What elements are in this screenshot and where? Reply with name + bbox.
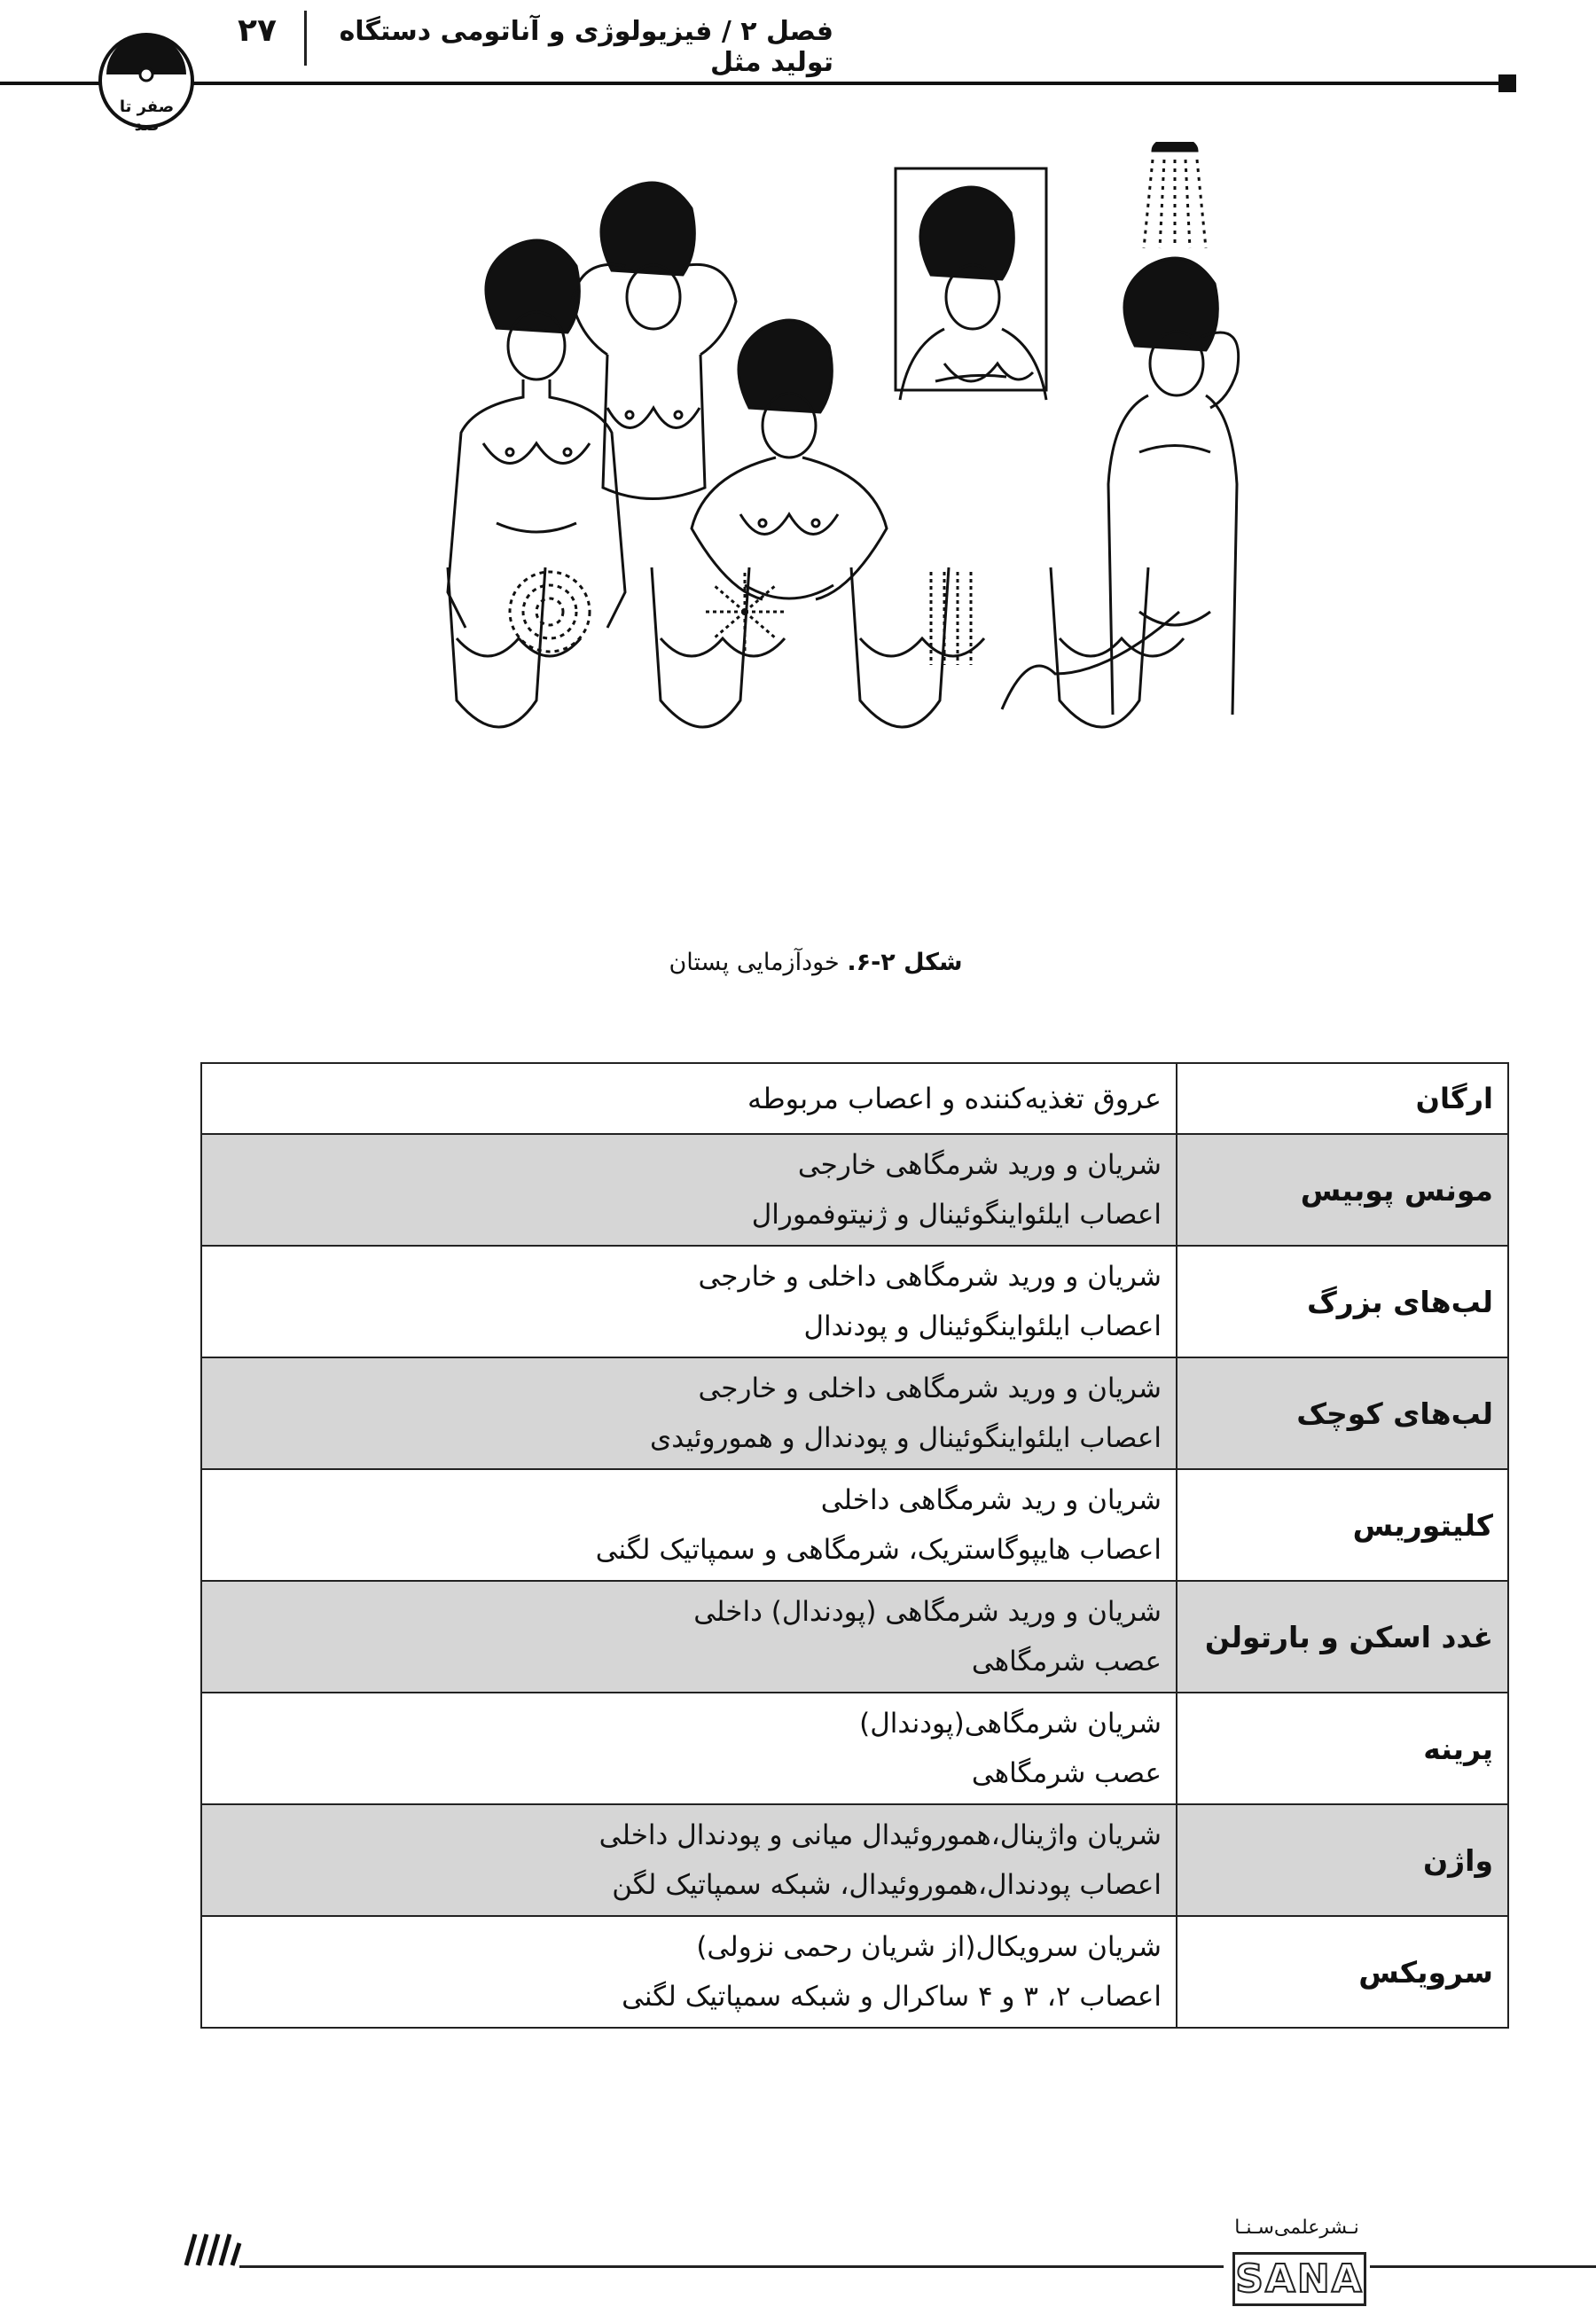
supply-line: شریان و ورید شرمگاهی (پودندال) داخلی [693, 1596, 1162, 1628]
supply-line: شریان واژینال،هموروئیدال میانی و پودندال داخلی [598, 1819, 1162, 1851]
page-header [0, 0, 1596, 135]
supply-line: شریان و ورید شرمگاهی داخلی و خارجی [698, 1261, 1162, 1293]
figure-hands-on-hips [692, 320, 887, 599]
supply-line: شریان و ورید شرمگاهی داخلی و خارجی [698, 1372, 1162, 1404]
figure-arms-raised [572, 183, 736, 498]
vascular-nerve-table [200, 1062, 1509, 2029]
organ-cell: کلیتوریس [1177, 1469, 1508, 1581]
supply-cell [201, 1246, 1177, 1357]
chapter-title: فصل ۲ / فیزیولوژی و آناتومی دستگاه تولید مثل [339, 16, 833, 78]
header-supply: عروق تغذیه‌کننده و اعصاب مربوطه [201, 1063, 1177, 1134]
organ-cell: واژن [1177, 1804, 1508, 1916]
figure-standing-arms-down [448, 240, 625, 628]
torso-vertical-pattern [851, 567, 984, 727]
header-rule-square [1498, 74, 1516, 92]
supply-cell [201, 1469, 1177, 1581]
caption-text: خودآزمایی پستان [669, 949, 848, 976]
table-row [201, 1357, 1508, 1469]
supply-cell [201, 1581, 1177, 1693]
table-row [201, 1246, 1508, 1357]
supply-line: شریان شرمگاهی(پودندال) [859, 1708, 1162, 1740]
figure-shower-exam [1108, 142, 1239, 715]
breast-self-exam-illustration [412, 142, 1299, 922]
supply-line: اعصاب ۲، ۳ و ۴ ساکرال و شبکه سمپاتیک لگنی [622, 1981, 1162, 2013]
publisher-logo [1224, 2217, 1370, 2305]
organ-cell: مونس پوبیس [1177, 1134, 1508, 1246]
supply-line: عصب شرمگاهی [971, 1646, 1162, 1677]
figure-mirror-exam [896, 168, 1046, 400]
organ-cell: سرویکس [1177, 1916, 1508, 2028]
supply-line: اعصاب پودندال،هموروئیدال، شبکه سمپاتیک لگن [612, 1869, 1162, 1901]
publisher-text: نـشرعلمی‌سـنـا [1234, 2217, 1359, 2239]
organ-cell: لب‌های بزرگ [1177, 1246, 1508, 1357]
header-organ: ارگان [1177, 1063, 1508, 1134]
supply-line: شریان سرویکال(از شریان رحمی نزولی) [696, 1931, 1162, 1963]
torso-radial-pattern [652, 567, 785, 727]
page-number: ۲۷ [238, 12, 277, 49]
footer-rule [239, 2265, 1224, 2268]
table-row [201, 1469, 1508, 1581]
supply-line: اعصاب ایلئواینگوئینال و پودندال [803, 1310, 1162, 1342]
organ-cell: پرینه [1177, 1693, 1508, 1804]
table-row [201, 1134, 1508, 1246]
organ-cell: غدد اسکن و بارتولن [1177, 1581, 1508, 1693]
table-row [201, 1804, 1508, 1916]
organ-cell: لب‌های کوچک [1177, 1357, 1508, 1469]
supply-cell [201, 1134, 1177, 1246]
supply-line: شریان و ورید شرمگاهی خارجی [797, 1149, 1162, 1181]
footer-rule-right [1370, 2265, 1596, 2268]
supply-cell [201, 1804, 1177, 1916]
header-divider [304, 11, 307, 66]
table-header-row [201, 1063, 1508, 1134]
table-row [201, 1693, 1508, 1804]
supply-line: عصب شرمگاهی [971, 1757, 1162, 1789]
supply-cell [201, 1693, 1177, 1804]
caption-label: شکل ۲-۶. [847, 949, 963, 976]
supply-cell [201, 1916, 1177, 2028]
table-row [201, 1916, 1508, 2028]
supply-line: اعصاب ایلئواینگوئینال و پودندال و هموروئیدی [650, 1422, 1162, 1454]
header-rule [0, 82, 1507, 85]
supply-line: اعصاب ایلئواینگوئینال و ژنیتوفمورال [751, 1199, 1162, 1231]
torso-circular-pattern [448, 567, 590, 727]
supply-cell [201, 1357, 1177, 1469]
supply-line: اعصاب هایپوگاستریک، شرمگاهی و سمپاتیک لگنی [595, 1534, 1162, 1566]
figure-caption [621, 949, 1011, 976]
publisher-brand: SANA [1232, 2252, 1366, 2306]
footer-mark-icon [182, 2230, 244, 2270]
logo-text: صفر تا صد [119, 98, 175, 135]
supply-line: شریان و رید شرمگاهی داخلی [820, 1484, 1162, 1516]
torso-squeeze-nipple [1002, 567, 1184, 727]
table-row [201, 1581, 1508, 1693]
